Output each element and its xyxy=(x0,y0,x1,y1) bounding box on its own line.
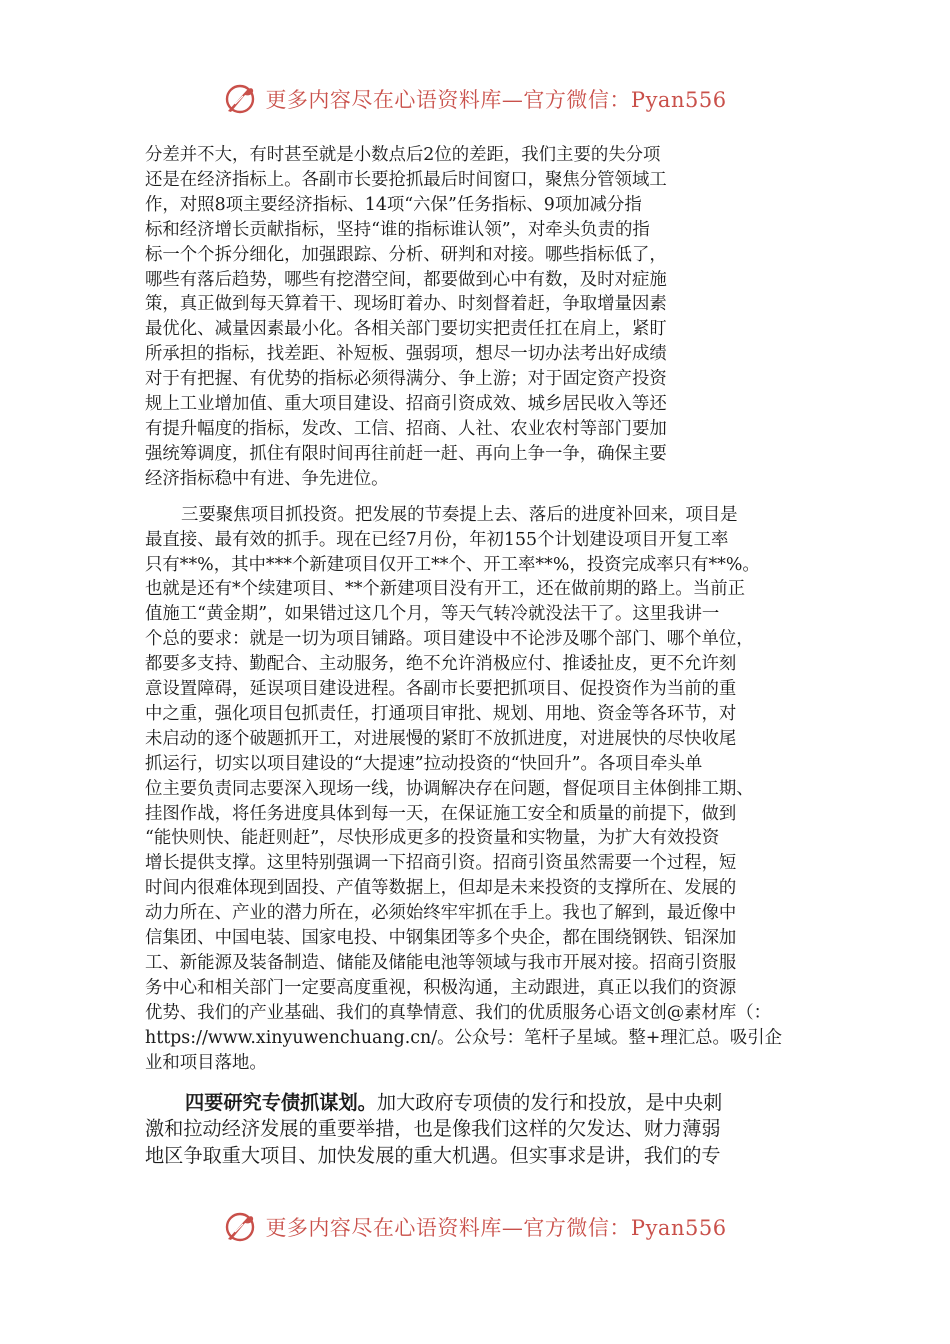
text-line: 对于有把握、有优势的指标必须得满分、争上游；对于固定资产投资 xyxy=(145,369,667,390)
text-line: 都要多支持、勤配合、主动服务，绝不允许消极应付、推诿扯皮，更不允许刻 xyxy=(145,654,737,675)
text-line xyxy=(145,1090,813,1117)
text-line: 挂图作战，将任务进度具体到每一天，在保证施工安全和质量的前提下，做到 xyxy=(145,803,737,824)
text-line: “能快则快、能赶则赶”，尽快形成更多的投资量和实物量，为扩大有效投资 xyxy=(145,828,720,849)
paragraph-3 xyxy=(145,1090,813,1170)
paragraph-2 xyxy=(145,503,813,1076)
document-body xyxy=(145,143,813,1169)
banner-text: 更多内容尽在心语资料库—官方微信：Pyan556 xyxy=(265,88,727,112)
text-line: 地区争取重大项目、加快发展的重大机遇。但实事求是讲，我们的专 xyxy=(145,1143,721,1167)
text-line: 策，真正做到每天算着干、现场盯着办、时刻督着赶，争取增量因素 xyxy=(145,294,667,315)
text-line: 务中心和相关部门一定要高度重视，积极沟通，主动跟进，真正以我们的资源 xyxy=(145,977,737,998)
text-line: 分差并不大，有时甚至就是小数点后2位的差距，我们主要的失分项 xyxy=(145,145,661,165)
text-line: 优势、我们的产业基础、我们的真挚情意、我们的优质服务心语文创@素材库（： xyxy=(145,1002,772,1023)
text-line: 也就是还有*个续建项目、**个新建项目没有开工，还在做前期的路上。当前正 xyxy=(145,579,745,600)
text-line: 标和经济增长贡献指标，坚持“谁的指标谁认领”，对牵头负责的指 xyxy=(145,219,650,240)
text-line: 只有**%，其中***个新建项目仅开工**个、开工率**%，投资完成率只有**%。 xyxy=(145,554,760,575)
text-line: 位主要负责同志要深入现场一线，协调解决存在问题，督促项目主体倒排工期、 xyxy=(145,778,754,799)
text-line: 规上工业增加值、重大项目建设、招商引资成效、城乡居民收入等还 xyxy=(145,394,667,415)
text-line: 意设置障碍，延误项目建设进程。各副市长要把抓项目、促投资作为当前的重 xyxy=(145,679,737,700)
quill-pen-logo-icon xyxy=(223,82,257,116)
text-line: 最直接、最有效的抓手。现在已经7月份，年初155个计划建设项目开复工率 xyxy=(145,529,729,550)
footer-banner xyxy=(0,1210,950,1244)
text-line: 时间内很难体现到固投、产值等数据上，但却是未来投资的支撑所在、发展的 xyxy=(145,878,737,899)
text-run: 加大政府专项债的发行和投放，是中央刺 xyxy=(376,1090,723,1114)
text-line: 值施工“黄金期”，如果错过这几个月，等天气转冷就没法干了。这里我讲一 xyxy=(145,604,720,625)
text-line: 信集团、中国电装、国家电投、中钢集团等多个央企，都在围绕钢铁、铝深加 xyxy=(145,928,737,949)
text-line: 强统筹调度，抓住有限时间再往前赶一赶、再向上争一争，确保主要 xyxy=(145,443,667,464)
text-line: 最优化、减量因素最小化。各相关部门要切实把责任扛在肩上，紧盯 xyxy=(145,319,667,340)
text-line: 作，对照8项主要经济指标、14项“六保”任务指标、9项加减分指 xyxy=(145,194,642,215)
text-line: 标一个个拆分细化，加强跟踪、分析、研判和对接。哪些指标低了， xyxy=(145,244,667,265)
text-line: 增长提供支撑。这里特别强调一下招商引资。招商引资虽然需要一个过程，短 xyxy=(145,853,737,874)
text-line: 抓运行，切实以项目建设的“大提速”拉动投资的“快回升”。各项目牵头单 xyxy=(145,753,703,774)
text-line: 还是在经济指标上。各副市长要抢抓最后时间窗口，聚焦分管领域工 xyxy=(145,169,667,190)
paragraph-1 xyxy=(145,143,813,492)
text-line: 所承担的指标，找差距、补短板、强弱项，想尽一切办法考出好成绩 xyxy=(145,344,667,365)
section-heading: 四要研究专债抓谋划。 xyxy=(185,1090,377,1114)
quill-pen-logo-icon xyxy=(223,1210,257,1244)
header-banner xyxy=(0,82,950,116)
text-line: 经济指标稳中有进、争先进位。 xyxy=(145,468,389,489)
text-line: 哪些有落后趋势，哪些有挖潜空间，都要做到心中有数，及时对症施 xyxy=(145,269,667,290)
text-line: 个总的要求：就是一切为项目铺路。项目建设中不论涉及哪个部门、哪个单位， xyxy=(145,629,754,650)
text-line: https://www.xinyuwenchuang.cn/。公众号：笔杆子星域。整+理汇总。吸引企 xyxy=(145,1027,783,1048)
text-line: 工、新能源及装备制造、储能及储能电池等领域与我市开展对接。招商引资服 xyxy=(145,953,737,973)
text-line: 三要聚焦项目抓投资。把发展的节奏提上去、落后的进度补回来，项目是 xyxy=(181,504,738,525)
text-line: 未启动的逐个破题抓开工，对进展慢的紧盯不放抓进度，对进展快的尽快收尾 xyxy=(145,728,737,749)
banner-text: 更多内容尽在心语资料库—官方微信：Pyan556 xyxy=(265,1216,727,1240)
text-line: 中之重，强化项目包抓责任，打通项目审批、规划、用地、资金等各环节，对 xyxy=(145,703,737,724)
text-line: 业和项目落地。 xyxy=(145,1052,267,1073)
text-line: 动力所在、产业的潜力所在，必须始终牢牢抓在手上。我也了解到，最近像中 xyxy=(145,903,737,924)
text-line: 激和拉动经济发展的重要举措，也是像我们这样的欠发达、财力薄弱 xyxy=(145,1117,721,1141)
text-line: 有提升幅度的指标，发改、工信、招商、人社、农业农村等部门要加 xyxy=(145,418,667,439)
